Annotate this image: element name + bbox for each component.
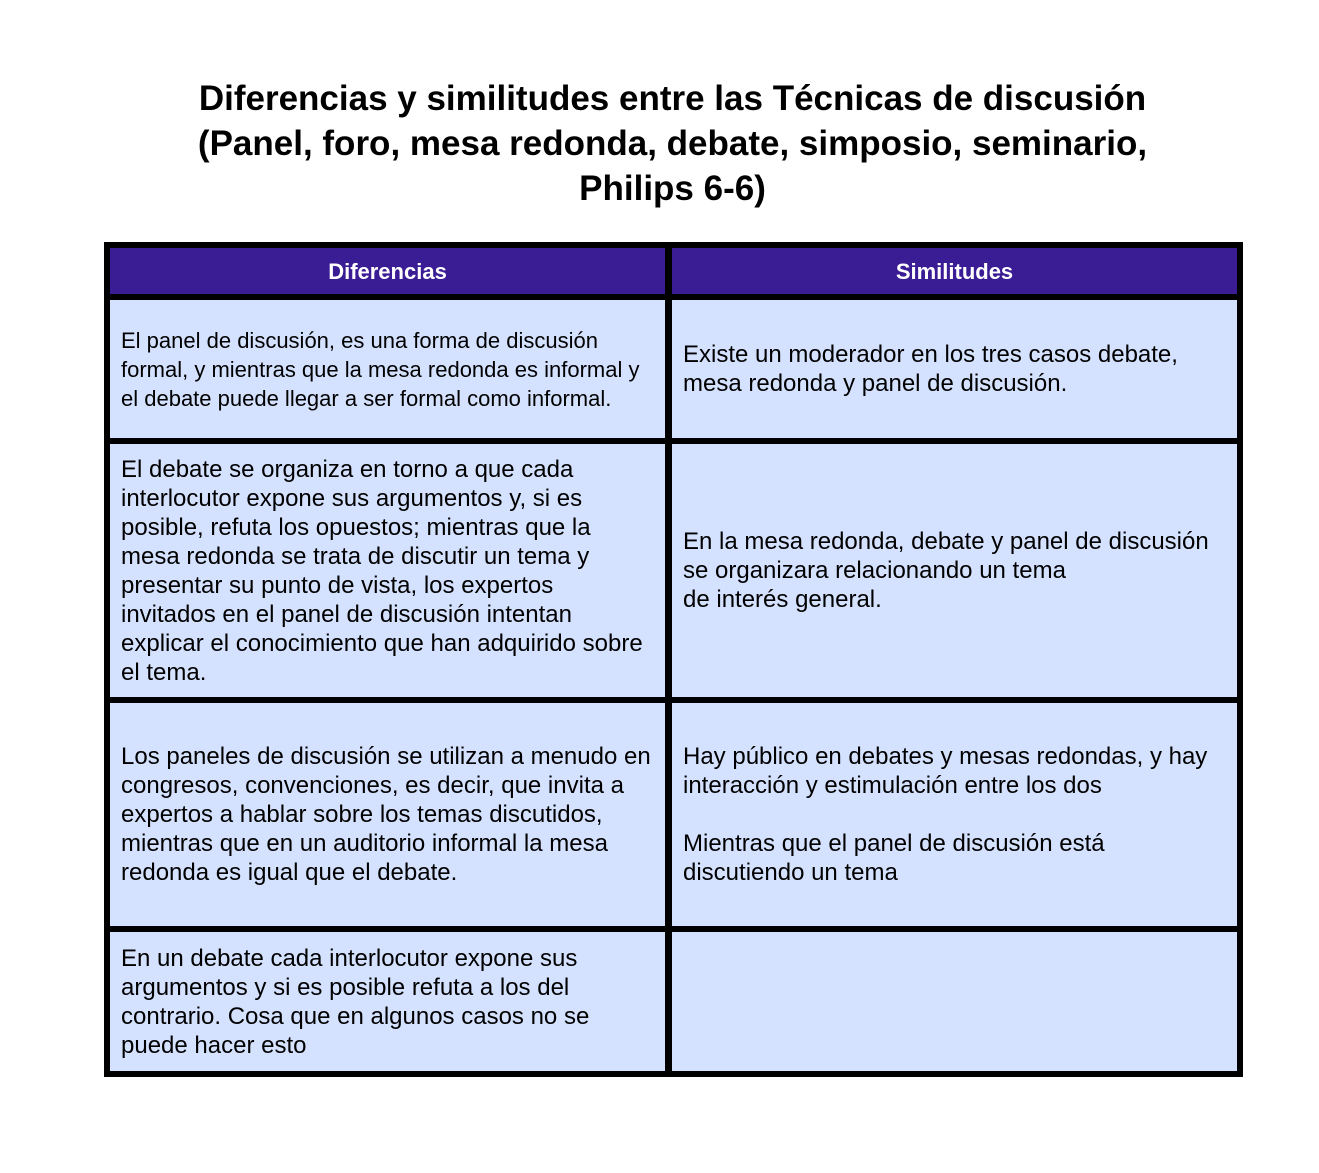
comparison-table [110,248,1237,1071]
similarities-cell-empty [672,932,1237,1071]
title-line-1: Diferencias y similitudes entre las Técnicas de discusión [198,79,1147,118]
table-row [110,932,1237,1071]
similarities-cell [672,703,1237,932]
similarities-text: En la mesa redonda, debate y panel de discusión se organizara relacionando un tema [683,528,1209,585]
similarities-cell: Existe un moderador en los tres casos debate, mesa redonda y panel de discusión. [672,300,1237,444]
table-row [110,703,1237,932]
table-row [110,444,1237,703]
table-header-row [110,248,1237,300]
differences-cell: Los paneles de discusión se utilizan a menudo en congresos, convenciones, es decir, que invita a expertos a hablar sobre los temas discutidos, mientras que en un auditorio informal la mesa redonda es igual que el debate. [110,703,672,932]
differences-cell: En un debate cada interlocutor expone sus argumentos y si es posible refuta a los del contrario. Cosa que en algunos casos no se puede hacer esto [110,932,672,1071]
differences-cell: El panel de discusión, es una forma de discusión formal, y mientras que la mesa redonda es informal y el debate puede llegar a ser formal como informal. [110,300,672,444]
title-line-3: Philips 6-6) [579,169,766,208]
paragraph-gap [683,800,1225,829]
comparison-table-frame [104,242,1243,1077]
table-row [110,300,1237,444]
differences-cell: El debate se organiza en torno a que cada interlocutor expone sus argumentos y, si es posible, refuta los opuestos; mientras que la mesa redonda se trata de discutir un tema y presentar su punto de vista, los expertos invitados en el panel de discusión intentan explicar el conocimiento que han adquirido sobre el tema. [110,444,672,703]
similarities-paragraph: Hay público en debates y mesas redondas, y hay interacción y estimulación entre los dos [683,743,1208,800]
similarities-paragraph: Mientras que el panel de discusión está discutiendo un tema [683,830,1105,887]
similarities-cell [672,444,1237,703]
header-similarities: Similitudes [672,248,1237,300]
similarities-text: de interés general. [683,586,882,614]
title-line-2: (Panel, foro, mesa redonda, debate, simposio, seminario, [197,124,1148,163]
header-differences: Diferencias [110,248,672,300]
page-title [80,76,1265,211]
